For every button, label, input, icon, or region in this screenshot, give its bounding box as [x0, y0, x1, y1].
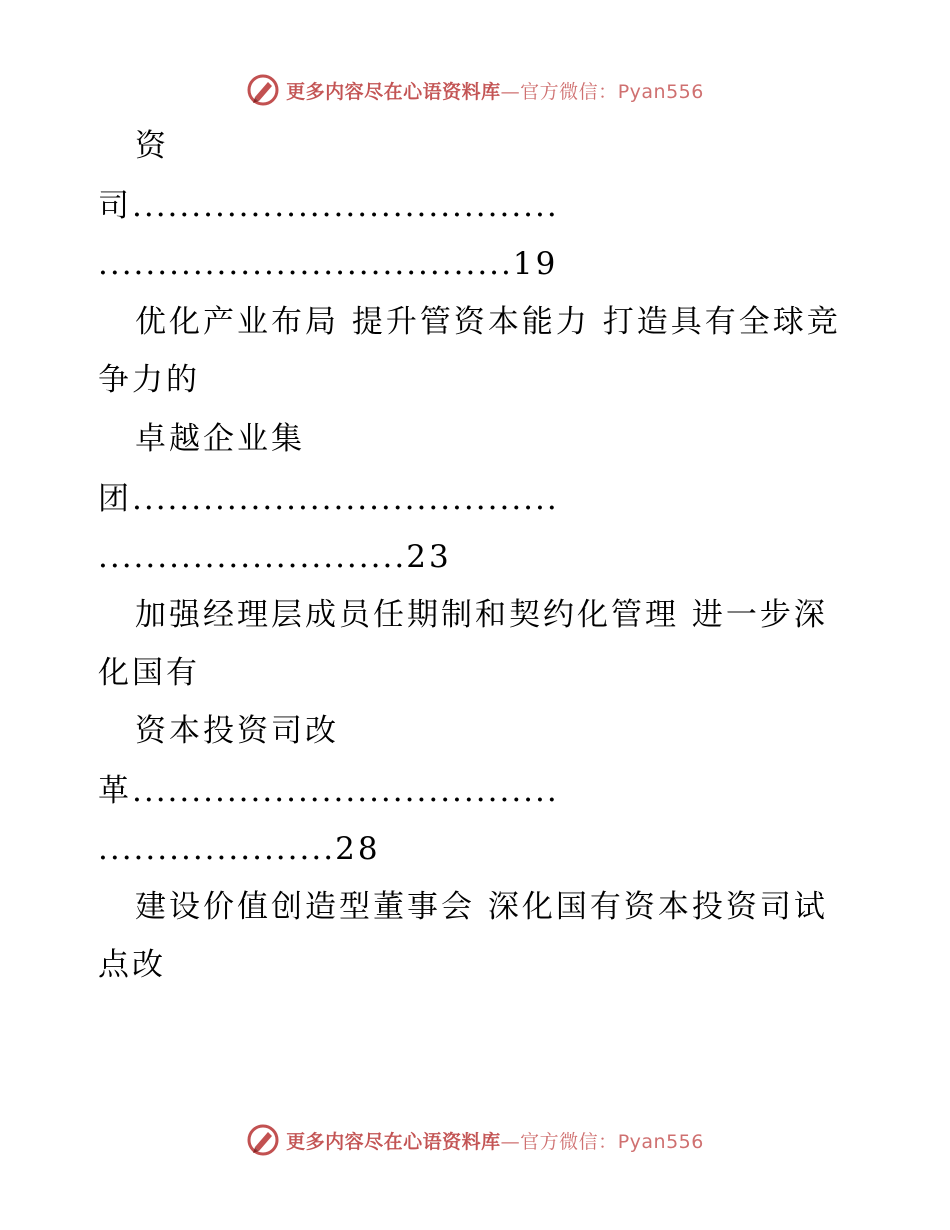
toc-line	[98, 186, 559, 226]
toc-entry-text: 化国有	[98, 655, 200, 691]
banner-main-text: 更多内容尽在心语资料库	[286, 80, 501, 103]
toc-page-number: 28	[335, 831, 381, 867]
pen-logo-icon	[246, 73, 280, 107]
banner-text	[286, 1127, 704, 1154]
toc-entry-text: 司	[98, 188, 132, 224]
toc-line	[98, 537, 452, 577]
banner-text	[286, 77, 704, 104]
toc-leader-dots: ....................................	[132, 188, 559, 224]
header-banner	[0, 68, 950, 112]
toc-leader-dots: ....................................	[132, 481, 559, 517]
toc-line	[98, 479, 559, 519]
toc-page-number: 23	[406, 539, 452, 575]
toc-entry-text: 革	[98, 773, 132, 809]
banner-separator-text: —官方微信：	[500, 1130, 618, 1153]
toc-line	[98, 360, 200, 400]
toc-line	[135, 419, 305, 459]
toc-entry-text: 点改	[98, 947, 166, 983]
toc-entry-text: 资	[135, 128, 169, 164]
toc-line	[135, 126, 169, 166]
footer-banner	[0, 1118, 950, 1162]
toc-leader-dots: ..........................	[98, 539, 407, 575]
banner-separator-text: —官方微信：	[500, 80, 618, 103]
toc-leader-dots: ...................................	[98, 246, 513, 282]
banner-group	[246, 1123, 704, 1157]
banner-main-text: 更多内容尽在心语资料库	[286, 1130, 501, 1153]
toc-leader-dots: ....................	[98, 831, 336, 867]
toc-entry-text: 团	[98, 481, 132, 517]
toc-entry-text: 建设价值创造型董事会 深化国有资本投资司试	[135, 889, 828, 925]
toc-line	[98, 771, 559, 811]
toc-entry-text: 争力的	[98, 362, 200, 398]
toc-line	[135, 711, 339, 751]
toc-line	[135, 595, 828, 635]
banner-wechat-id: Pyan556	[617, 80, 704, 103]
banner-wechat-id: Pyan556	[617, 1130, 704, 1153]
pen-logo-icon	[246, 1123, 280, 1157]
toc-line	[98, 244, 558, 284]
toc-line	[135, 302, 841, 342]
toc-entry-text: 加强经理层成员任期制和契约化管理 进一步深	[135, 597, 828, 633]
toc-line	[135, 887, 828, 927]
toc-entry-text: 优化产业布局 提升管资本能力 打造具有全球竞	[135, 304, 841, 340]
toc-leader-dots: ....................................	[132, 773, 559, 809]
toc-line	[98, 945, 166, 985]
toc-page-number: 19	[512, 246, 559, 282]
toc-entry-text: 资本投资司改	[135, 713, 339, 749]
toc-entry-text: 卓越企业集	[135, 421, 305, 457]
toc-line	[98, 829, 381, 869]
banner-group	[246, 73, 704, 107]
toc-line	[98, 653, 200, 693]
